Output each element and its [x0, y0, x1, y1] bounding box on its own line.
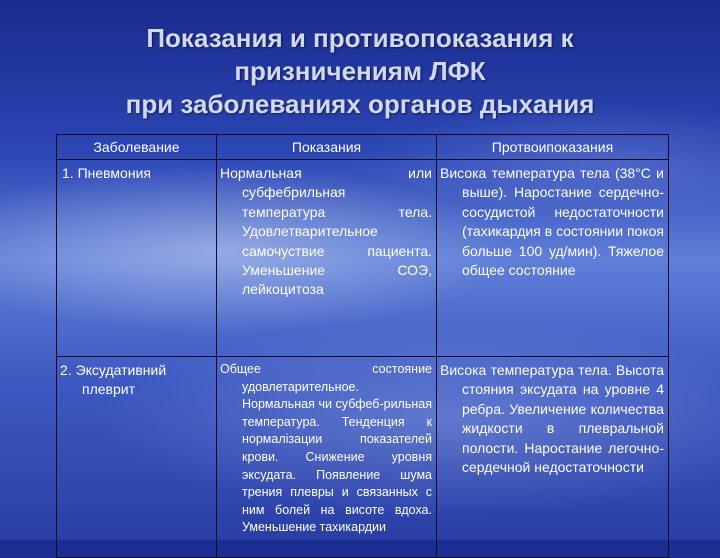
disease-name: 1. Пневмония: [62, 165, 151, 181]
contraindications-text: Висока температура тела (38°С и выше). Наростание сердечно-сосудистой недостаточности (тахикардия в состоянии покоя больше 100 уд/мин). Тяжелое общее состояние: [440, 165, 664, 279]
disease-cell: [57, 357, 217, 558]
contraindications-cell: [437, 357, 669, 558]
table-row: [57, 160, 669, 357]
indications-table: [56, 134, 669, 558]
title-line-2: призничениям ЛФК: [234, 56, 486, 86]
title-line-1: Показания и противопоказания к: [146, 23, 574, 53]
indications-cell: [217, 357, 437, 558]
contraindications-text: Висока температура тела. Высота стояния эксудата на уровне 4 ребра. Увеличение количества жидкости в плевральной полости. Наростание легочно-сердечной недостаточности: [440, 362, 664, 476]
table-row: [57, 357, 669, 558]
contraindications-cell: [437, 160, 669, 357]
slide-title: [0, 22, 720, 121]
indications-cell: [217, 160, 437, 357]
disease-cell: [57, 160, 217, 357]
table-header-row: [57, 135, 669, 160]
disease-name: 2. Эксудативний плеврит: [60, 362, 167, 398]
indications-text: Нормальная или субфебрильная температура тела. Удовлетварительное самочуствие пациента. Уменьшение СОЭ, лейкоцитоза: [220, 165, 432, 298]
column-header-indications: Показания: [217, 135, 437, 160]
indications-text: Общее состояние удовлетарительное. Нормальная чи субфеб-рильная температура. Тенденция к нормалізации показателей крови. Снижение уровня эксудата. Появление шума трения плевры и связанных с ним болей на висоте вдоха. Уменьшение тахикардии: [220, 362, 432, 535]
column-header-contraindications: Протвоипоказания: [437, 135, 669, 160]
column-header-disease: Заболевание: [57, 135, 217, 160]
title-line-3: при заболеваниях органов дыхания: [125, 89, 595, 119]
